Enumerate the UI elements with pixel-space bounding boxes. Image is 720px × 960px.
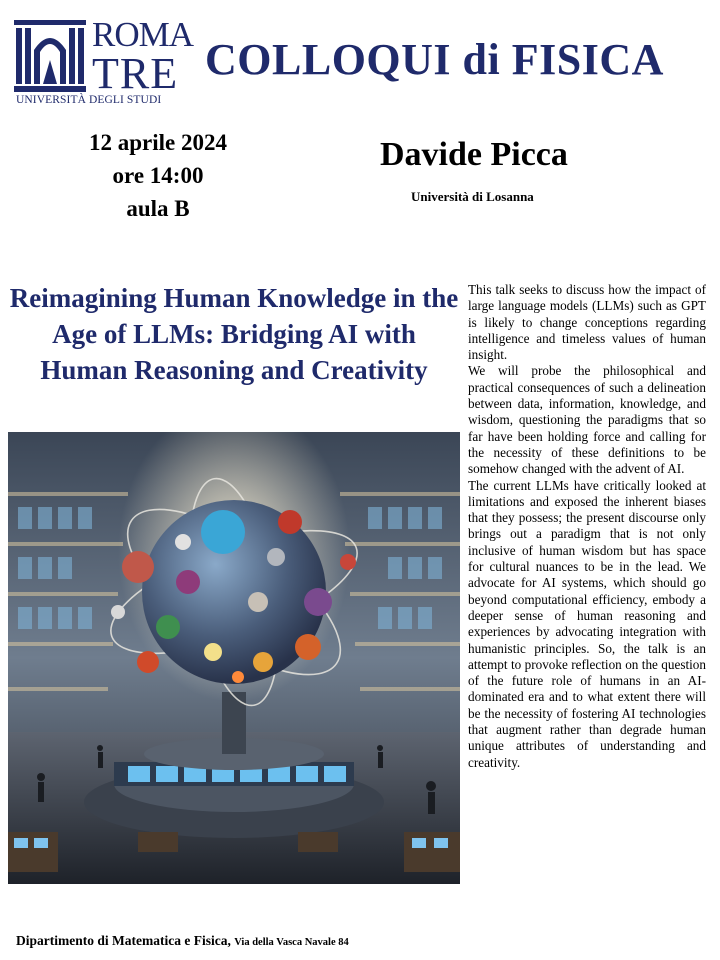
footer-address: Via della Vasca Navale 84: [234, 937, 349, 948]
speaker-name: Davide Picca: [380, 136, 568, 173]
abstract-paragraph: The current LLMs have critically looked at limitations and exposed the inherent biases that they possess; the present discourse only brings out a paradigm that is not only inclusive of human wisdom but has space for cultural nuances to be in the lead. We advocate for AI systems, which should go beyond computational efficiency, embody a deeper sense of human reasoning and experiences by advocating integration with humanistic principles. So, the talk is an attempt to provoke reflection on the question of the future role of humans in an AI-dominated era and to what extent there will be the necessity of fostering AI technologies that augment rather than degrade human unique attributes of understanding and creativity.: [468, 477, 706, 770]
roma-tre-logo: [14, 15, 194, 110]
illustration-ai-library: [8, 432, 460, 884]
logo-roma-text: ROMA: [92, 15, 194, 54]
logo-tre-text: TRE: [92, 49, 179, 98]
abstract-paragraph: This talk seeks to discuss how the impact of large language models (LLMs) such as GPT is likely to change conceptions regarding intelligence and timeless values of human insight.: [468, 282, 706, 363]
page-title: COLLOQUI di FISICA: [205, 35, 664, 84]
event-details: [40, 126, 276, 225]
event-room: aula B: [126, 196, 190, 221]
talk-abstract: [468, 282, 706, 771]
talk-title: Reimagining Human Knowledge in the Age of LLMs: Bridging AI with Human Reasoning and Creativity: [9, 283, 459, 385]
event-date: 12 aprile 2024: [89, 130, 227, 155]
event-time: ore 14:00: [112, 163, 204, 188]
footer: [16, 933, 349, 949]
footer-department: Dipartimento di Matematica e Fisica,: [16, 933, 231, 948]
speaker-affiliation: Università di Losanna: [411, 189, 534, 204]
ai-knowledge-sphere-illustration: [8, 432, 460, 884]
logo-university-text: UNIVERSITÀ DEGLI STUDI: [16, 94, 162, 106]
abstract-paragraph: We will probe the philosophical and practical consequences of such a delineation between data, information, knowledge, and wisdom, questioning the paradigms that so far have been holding force and calling for the necessity of these definitions to be somehow changed with the advent of AI.: [468, 363, 706, 477]
columns-emblem-icon: [14, 20, 86, 94]
